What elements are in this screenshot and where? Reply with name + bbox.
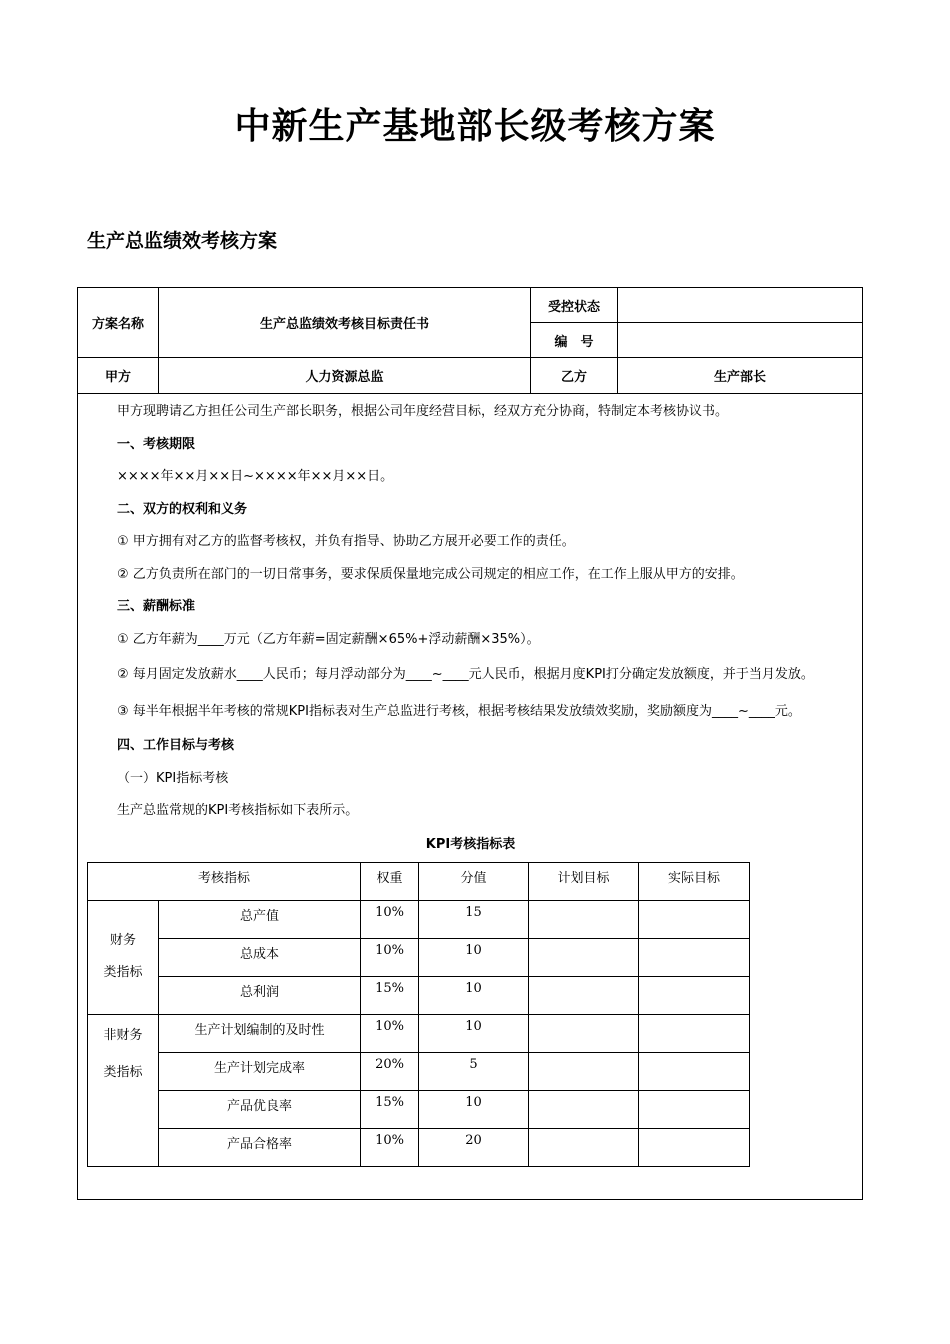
kpi-group-financial — [88, 900, 159, 1014]
controlled-status-label: 受控状态 — [531, 288, 618, 323]
number-value — [618, 323, 863, 358]
section-4-text: 生产总监常规的KPI考核指标如下表所示。 — [117, 803, 359, 818]
kpi-actual — [639, 1052, 750, 1090]
number-label: 编 号 — [531, 323, 618, 358]
group-label-line: 类指标 — [103, 1064, 143, 1080]
kpi-score: 10 — [419, 938, 529, 976]
kpi-plan — [529, 1052, 639, 1090]
kpi-plan — [529, 900, 639, 938]
kpi-name: 总成本 — [159, 938, 361, 976]
table-row — [88, 1128, 750, 1166]
kpi-table-caption: KPI考核指标表 — [425, 836, 516, 852]
table-row — [88, 1090, 750, 1128]
agreement-body — [78, 394, 863, 1200]
table-row — [88, 900, 750, 938]
section-1-text: ××××年××月××日~××××年××月××日。 — [117, 469, 394, 484]
kpi-header-weight: 权重 — [361, 862, 419, 900]
section-3-item-1: ① 乙方年薪为____万元（乙方年薪=固定薪酬×65%+浮动薪酬×35%）。 — [117, 631, 540, 647]
section-4-heading: 四、工作目标与考核 — [117, 738, 235, 753]
section-2-item-1: ① 甲方拥有对乙方的监督考核权，并负有指导、协助乙方展开必要工作的责任。 — [117, 534, 575, 549]
kpi-plan — [529, 976, 639, 1014]
kpi-name: 产品合格率 — [159, 1128, 361, 1166]
kpi-weight: 10% — [361, 1128, 419, 1166]
party-a-label: 甲方 — [78, 358, 159, 394]
kpi-name: 生产计划编制的及时性 — [159, 1014, 361, 1052]
plan-name-value: 生产总监绩效考核目标责任书 — [159, 288, 531, 358]
kpi-score: 5 — [419, 1052, 529, 1090]
kpi-weight: 20% — [361, 1052, 419, 1090]
table-row — [88, 1052, 750, 1090]
intro-paragraph: 甲方现聘请乙方担任公司生产部长职务，根据公司年度经营目标，经双方充分协商，特制定本考核协议书。 — [117, 404, 729, 419]
kpi-header-indicator: 考核指标 — [88, 862, 361, 900]
kpi-actual — [639, 976, 750, 1014]
agreement-table — [77, 287, 863, 1200]
kpi-header-score: 分值 — [419, 862, 529, 900]
party-a-value: 人力资源总监 — [159, 358, 531, 394]
kpi-actual — [639, 900, 750, 938]
kpi-actual — [639, 938, 750, 976]
kpi-weight: 10% — [361, 900, 419, 938]
kpi-name: 生产计划完成率 — [159, 1052, 361, 1090]
kpi-score: 15 — [419, 900, 529, 938]
kpi-weight: 10% — [361, 1014, 419, 1052]
kpi-group-nonfinancial — [88, 1014, 159, 1166]
section-2-item-2: ② 乙方负责所在部门的一切日常事务，要求保质保量地完成公司规定的相应工作，在工作上服从甲方的安排。 — [117, 566, 744, 582]
kpi-actual — [639, 1128, 750, 1166]
kpi-plan — [529, 938, 639, 976]
kpi-actual — [639, 1014, 750, 1052]
kpi-name: 总利润 — [159, 976, 361, 1014]
table-row — [88, 1014, 750, 1052]
section-1-heading: 一、考核期限 — [117, 436, 196, 452]
party-b-value: 生产部长 — [618, 358, 863, 394]
kpi-score: 20 — [419, 1128, 529, 1166]
kpi-plan — [529, 1128, 639, 1166]
group-label-line: 非财务 — [103, 1027, 143, 1043]
kpi-score: 10 — [419, 976, 529, 1014]
table-row — [88, 938, 750, 976]
section-4-subheading: （一）KPI指标考核 — [117, 770, 229, 786]
plan-name-label: 方案名称 — [78, 288, 159, 358]
kpi-actual — [639, 1090, 750, 1128]
kpi-weight: 15% — [361, 1090, 419, 1128]
document-title: 中新生产基地部长级考核方案 — [234, 106, 716, 147]
party-b-label: 乙方 — [531, 358, 618, 394]
kpi-score: 10 — [419, 1014, 529, 1052]
section-3-heading: 三、薪酬标准 — [117, 599, 196, 614]
kpi-weight: 15% — [361, 976, 419, 1014]
kpi-plan — [529, 1014, 639, 1052]
kpi-table — [87, 862, 750, 1167]
group-label-line: 财务 — [109, 933, 136, 948]
controlled-status-value — [618, 288, 863, 323]
section-2-heading: 二、双方的权利和义务 — [117, 501, 248, 517]
kpi-name: 总产值 — [159, 900, 361, 938]
section-3-item-2: ② 每月固定发放薪水____人民币；每月浮动部分为____~____元人民币，根据月度KPI打分确定发放额度，并于当月发放。 — [117, 667, 814, 682]
section-subtitle: 生产总监绩效考核方案 — [87, 230, 278, 252]
kpi-weight: 10% — [361, 938, 419, 976]
group-label-line: 类指标 — [103, 965, 143, 980]
kpi-header-actual: 实际目标 — [639, 862, 750, 900]
table-row — [88, 976, 750, 1014]
kpi-score: 10 — [419, 1090, 529, 1128]
kpi-plan — [529, 1090, 639, 1128]
kpi-name: 产品优良率 — [159, 1090, 361, 1128]
kpi-header-plan: 计划目标 — [529, 862, 639, 900]
section-3-item-3: ③ 每半年根据半年考核的常规KPI指标表对生产总监进行考核，根据考核结果发放绩效奖励，奖励额度为____~____元。 — [117, 704, 801, 719]
